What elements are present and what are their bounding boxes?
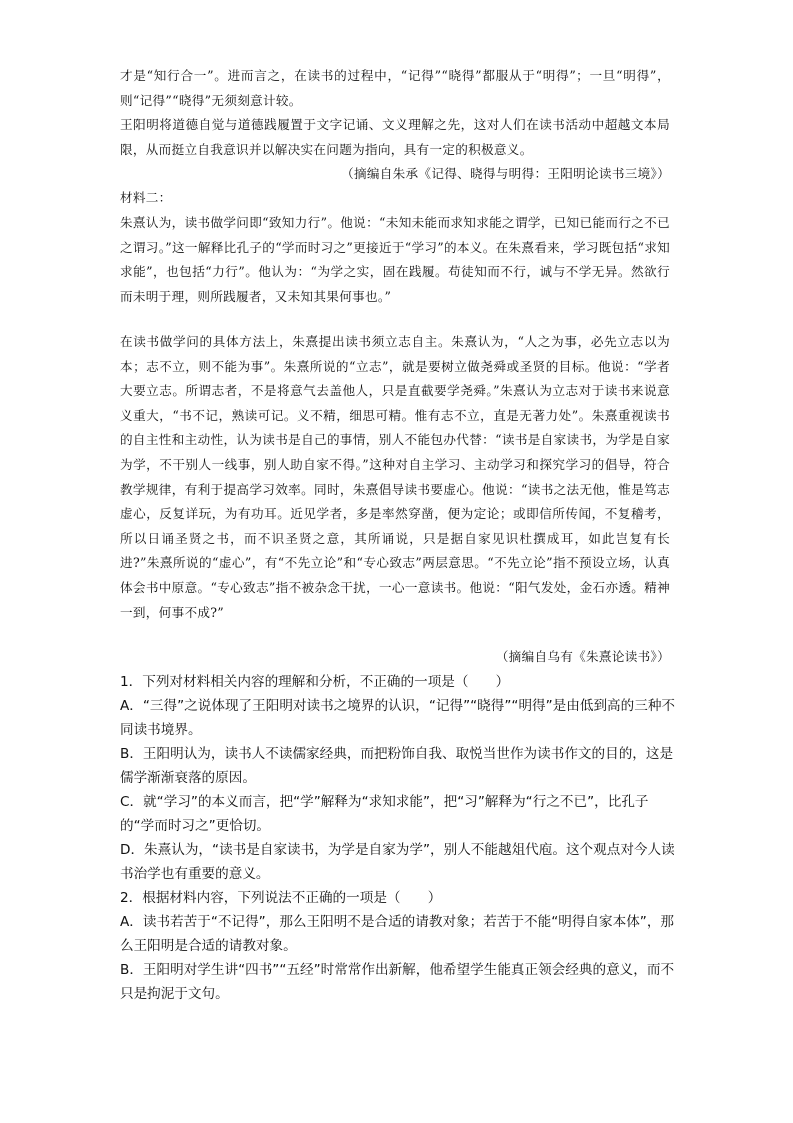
material2-heading: 材料二： xyxy=(120,190,172,205)
question-1-option-a: A．“三得”之说体现了王阳明对读书之境界的认识，“记得”“晓得”“明得”是由低到高的三种不同读书境界。 xyxy=(120,698,676,738)
question-1-option-b: B．王阳明认为，读书人不读儒家经典，而把粉饰自我、取悦当世作为读书作文的目的，这是儒学渐渐衰落的原因。 xyxy=(120,746,674,786)
material1-paragraph-continued: 才是“知行合一”。进而言之，在读书的过程中，“记得”“晓得”都服从于“明得”；一旦“明得”，则“记得”“晓得”无须刻意计较。 xyxy=(120,68,670,108)
question-2-option-a: A．读书若苦于“不记得”，那么王阳明不是合适的请教对象；若苦于不能“明得自家本体”，那么王阳明是合适的请教对象。 xyxy=(120,914,675,954)
material1-paragraph-2: 王阳明将道德自觉与道德践履置于文字记诵、文义理解之先，这对人们在读书活动中超越文本局限，从而挺立自我意识并以解决实在问题为指向，具有一定的积极意义。 xyxy=(120,117,670,157)
question-2-stem: 2．根据材料内容，下列说法不正确的一项是（ ） xyxy=(120,890,442,906)
material2-source: （摘编自乌有《朱熹论读书》） xyxy=(495,649,670,664)
material2-paragraph-2: 在读书做学问的具体方法上，朱熹提出读书须立志自主。朱熹认为，“人之为事，必先立志以为本；志不立，则不能为事”。朱熹所说的“立志”，就是要树立做尧舜或圣贤的目标。他说：“学者大要立志。所谓志者，不是将意气去盖他人，只是直截要学尧舜。”朱熹认为立志对于读书来说意义重大，“书不记，熟读可记。义不精，细思可精。惟有志不立，直是无著力处”。朱熹重视读书的自主性和主动性，认为读书是自己的事情，别人不能包办代替：“读书是自家读书，为学是自家为学，不干别人一线事，别人助自家不得。”这种对自主学习、主动学习和探究学习的倡导，符合教学规律，有利于提高学习效率。同时，朱熹倡导读书要虚心。他说：“读书之法无他，惟是笃志虚心，反复详玩，为有功耳。近见学者，多是率然穿凿，便为定论；或即信所传闻，不复稽考，所以日诵圣贤之书，而不识圣贤之意，其所诵说，只是据自家见识杜撰成耳，如此岂复有长进?”朱熹所说的“虚心”，有“不先立论”和“专心致志”两层意思。“不先立论”指不预设立场，认真体会书中原意。“专心致志”指不被杂念干扰，一心一意读书。他说：“阳气发处，金石亦透。精神一到，何事不成?” xyxy=(120,334,670,620)
material2-paragraph-1: 朱熹认为，读书做学问即“致知力行”。他说：“未知未能而求知求能之谓学，已知已能而行之不已之谓习。”这一解释比孔子的“学而时习之”更接近于“学习”的本义。在朱熹看来，学习既包括“求知求能”，也包括“力行”。他认为：“为学之实，固在践履。苟徒知而不行，诚与不学无异。然欲行而未明于理，则所践履者，又未知其果何事也。” xyxy=(120,215,670,304)
question-1-option-d: D．朱熹认为，“读书是自家读书，为学是自家为学”，别人不能越俎代庖。这个观点对今人读书治学也有重要的意义。 xyxy=(120,842,675,882)
question-2-option-b: B．王阳明对学生讲“四书”“五经”时常常作出新解，他希望学生能真正领会经典的意义，而不只是拘泥于文句。 xyxy=(120,962,675,1002)
question-1-stem: 1．下列对材料相关内容的理解和分析，不正确的一项是（ ） xyxy=(120,674,510,690)
material1-source: （摘编自朱承《记得、晓得与明得：王阳明论读书三境》） xyxy=(341,166,670,181)
question-1-option-c: C．就“学习”的本义而言，把“学”解释为“求知求能”，把“习”解释为“行之不已”，比孔子的“学而时习之”更恰切。 xyxy=(120,794,649,834)
